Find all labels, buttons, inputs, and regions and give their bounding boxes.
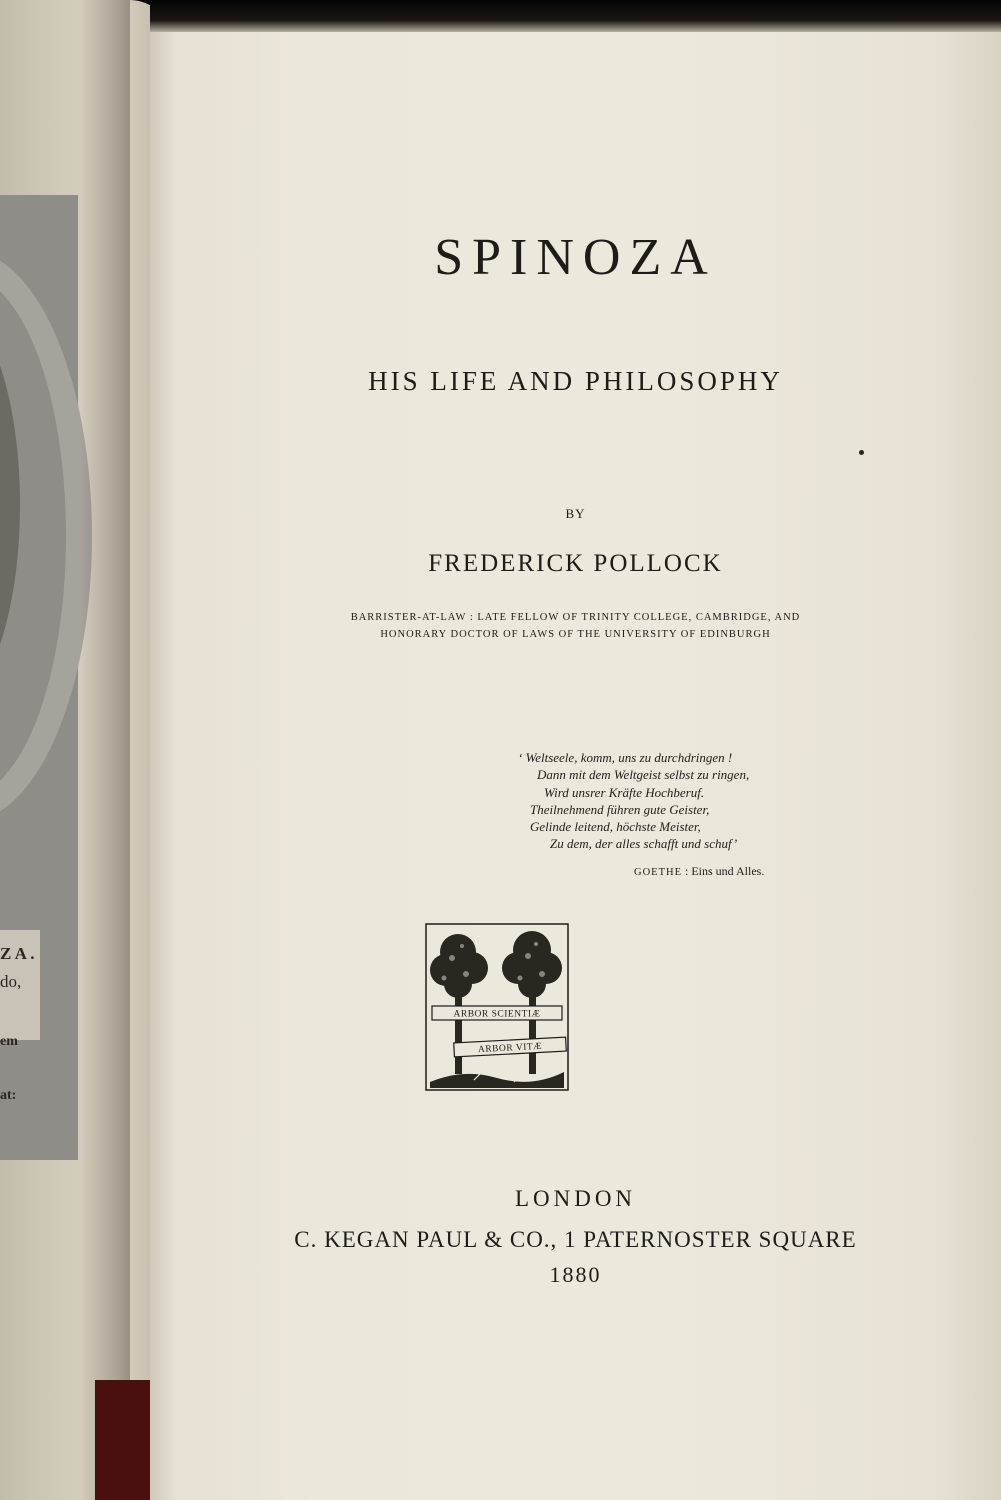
epigraph-line: Dann mit dem Weltgeist selbst zu ringen, — [537, 767, 750, 783]
facing-fragment: at: — [0, 1088, 17, 1103]
epigraph-line: Zu dem, der alles schafft und schuf’ — [550, 836, 738, 852]
epigraph-line: Theilnehmend führen gute Geister, — [530, 801, 710, 817]
epigraph-line: Gelinde leitend, höchste Meister, — [530, 819, 701, 835]
left-tree-canopy-icon — [430, 934, 488, 998]
right-tree-canopy-icon — [502, 931, 562, 998]
epigraph — [518, 749, 838, 853]
author-credentials-line: HONORARY DOCTOR OF LAWS OF THE UNIVERSITY OF EDINBURGH — [380, 629, 771, 640]
attribution-work: : Eins und Alles. — [685, 864, 765, 878]
by-line: BY — [565, 506, 586, 521]
imprint-city: LONDON — [514, 1186, 637, 1211]
attribution-author: GOETHE — [634, 867, 682, 878]
epigraph-line: Wird unsrer Kräfte Hochberuf. — [544, 784, 705, 800]
emblem-banner-text: ARBOR VITÆ — [477, 1041, 543, 1056]
page-top-edge — [150, 0, 1001, 34]
right-trunk — [529, 992, 536, 1074]
epigraph-attribution — [634, 864, 764, 879]
publisher-line: C. KEGAN PAUL & CO., 1 PATERNOSTER SQUARE — [294, 1227, 857, 1252]
publication-year: 1880 — [549, 1262, 602, 1287]
author-credentials-line: BARRISTER-AT-LAW : LATE FELLOW OF TRINITY COLLEGE, CAMBRIDGE, AND — [350, 612, 801, 623]
facing-page — [0, 0, 170, 1500]
publisher-emblem — [424, 922, 570, 1092]
book-subtitle: HIS LIFE AND PHILOSOPHY — [368, 366, 783, 396]
facing-fragment: em — [0, 1034, 18, 1049]
author-name: FREDERICK POLLOCK — [428, 550, 723, 577]
gutter-shadow — [80, 0, 130, 1500]
book-title: SPINOZA — [434, 229, 717, 286]
facing-fragment: do, — [0, 972, 22, 991]
paper-speck — [859, 450, 864, 455]
emblem-banner-text: ARBOR SCIENTIÆ — [453, 1009, 541, 1020]
epigraph-line: ‘ Weltseele, komm, uns zu durchdringen ! — [518, 750, 733, 765]
emblem-ground — [430, 1072, 564, 1088]
left-trunk — [455, 992, 462, 1074]
facing-fragment: Z A . — [0, 944, 35, 963]
